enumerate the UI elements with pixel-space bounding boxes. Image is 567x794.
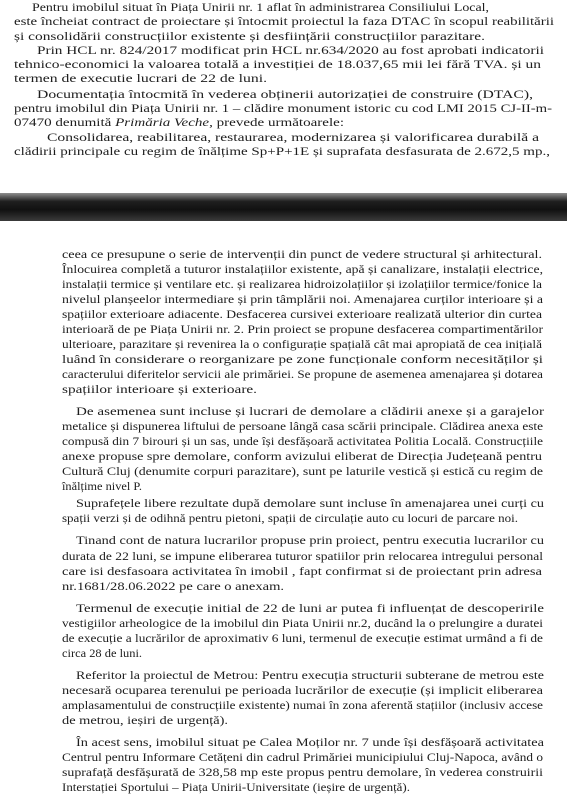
text-line: Termenul de execuție initial de 22 de luni ar putea fi influențat de descoperirile [76, 601, 544, 615]
text-line: Consolidarea, reabilitarea, restaurarea, modernizarea și valorificarea durabilă a [47, 130, 540, 144]
text-line: Referitor la proiectul de Metrou: Pentru execuția structurii subterane de metrou este [76, 668, 544, 682]
text-line: clădirii principale cu regim de înălțime Sp+P+1E și suprafata desfasurata de 2.672,5 mp., [14, 144, 550, 158]
text-line: Cultură Cluj (denumite corpuri parazitare), sunt pe laturile vestică și estică cu regim de [62, 464, 543, 478]
text-line: Documentația întocmită în vederea obținerii autorizației de construire (DTAC), [37, 87, 534, 101]
text-line: Suprafețele libere rezultate după demolare sunt incluse în amenajarea unei curți cu [76, 496, 545, 510]
text-line: nivelul planșeelor intermediare și prin tâmplării noi. Amenajarea curților interioare și a [62, 292, 544, 306]
italic-text: Primăria Veche, [115, 115, 213, 129]
text-line: amplasamentului de construcțiile existente) numai în zona aferentă stațiilor (inclusiv accese [62, 698, 544, 712]
text-line: Prin HCL nr. 824/2017 modificat prin HCL nr.634/2020 au fost aprobati indicatorii [37, 43, 544, 57]
text-line: vestigiilor arheologice de la imobilul din Piata Unirii nr.2, ducând la o prelungire a duratei [62, 616, 544, 630]
text-line: Centrul pentru Informare Cetățeni din cadrul Primăriei municipiului Cluj-Napoca, având o [62, 750, 544, 764]
text-line: ulterioare, parazitare și revenirea la o configurație spațială cât mai apropiată de cea inițială [62, 337, 543, 351]
text-line: care isi desfasoara activitatea în imobil , fapt confirmat si de proiectant prin adresa [62, 564, 542, 578]
page-bottom [0, 221, 567, 794]
text-run: 07470 denumită [14, 115, 116, 129]
text-line: necesară ocuparea terenului pe perioada lucrărilor de execuție (și implicit eliberarea [62, 683, 544, 697]
text-line: spațiilor interioare și exterioare. [62, 382, 258, 396]
text-line: Interstației Sportului – Piața Unirii-Universitate (ieșire de urgență). [62, 780, 410, 794]
text-line: durata de 22 luni, se impune eliberarea tuturor spatiilor prin relocarea intregului personal [62, 549, 544, 563]
text-line: suprafață desfășurată de 328,58 mp este propus pentru demolare, în vederea construirii [62, 765, 543, 779]
text-line: Pentru imobilul situat în Piața Unirii nr. 1 aflat în administrarea Consiliului Local, [32, 0, 490, 14]
text-line: circa 28 de luni. [62, 646, 143, 660]
text-line: tehnico-economici la valoarea totală a investiției de 18.037,65 mii lei fără TVA. și un [14, 57, 542, 71]
text-line: Tinand cont de natura lucrarilor propuse prin proiect, pentru executia lucrarilor cu [76, 533, 545, 547]
text-line: spații verzi și de odihnă pentru pietoni, spații de circulație auto cu locuri de parcare noi. [62, 511, 519, 525]
page-top-fragment [0, 0, 567, 193]
text-line: pentru imobilul din Piața Unirii nr. 1 – clădire monument istoric cu cod LMI 2015 CJ-II-m- [14, 101, 553, 115]
text-line: termen de executie lucrari de 22 de luni. [14, 71, 268, 85]
text-line: compusă din 7 birouri și un sas, unde își desfășoară activitatea Politia Locală. Construcțiile [62, 434, 543, 448]
text-line: De asemenea sunt incluse și lucrari de demolare a clădirii anexe și a garajelor [76, 404, 545, 418]
text-line: interioară de pe Piața Unirii nr. 2. Prin proiect se propune desfacerea compartimentărilor [62, 322, 544, 336]
text-line: este încheiat contract de proiectare și întocmit proiectul la faza DTAC în scopul reabilitării [14, 14, 555, 28]
text-line: anexe propuse spre demolare, conform avizului eliberat de Direcția Județeană pentru [62, 449, 543, 463]
text-line: de execuție a lucrărilor de aproximativ 6 luni, termenul de execuție estimat urmând a fi de [62, 631, 543, 645]
text-line: înălțime nivel P. [62, 479, 143, 493]
text-run: prevede următoarele: [212, 115, 345, 129]
text-line [14, 116, 344, 129]
text-line: luând în considerare o reorganizare pe zone funcționale conform necesităților și [62, 352, 544, 366]
text-line: Înlocuirea completă a tuturor instalațiilor existente, apă și canalizare, instalații electrice, [62, 262, 544, 276]
text-line: În acest sens, imobilul situat pe Calea Moților nr. 7 unde își desfășoară activitatea [76, 735, 544, 749]
text-line: ceea ce presupune o serie de intervenții din punct de vedere structural și arhitectural. [62, 247, 543, 261]
text-line: și consolidării construcțiilor existente și desființării construcțiilor parazitare. [14, 29, 485, 43]
text-line: instalații termice și ventilare etc. și realizarea hidroizolațiilor și izolațiilor termice/fonice la [62, 277, 543, 291]
text-line: nr.1681/28.06.2022 pe care o anexam. [62, 579, 285, 593]
text-line: spațiilor exterioare adiacente. Desfacerea cursivei exterioare realizată ulterior din curtea [62, 307, 542, 321]
text-line: caracterului diferitelor servicii ale primăriei. Se propune de asemenea amenajarea și dotarea [62, 367, 543, 381]
page-separator [0, 193, 567, 221]
text-line: metalice și dispunerea liftului de persoane lângă casa scării principale. Clădirea anexa este [62, 419, 543, 433]
text-line: de metrou, ieșiri de urgență). [62, 713, 229, 727]
